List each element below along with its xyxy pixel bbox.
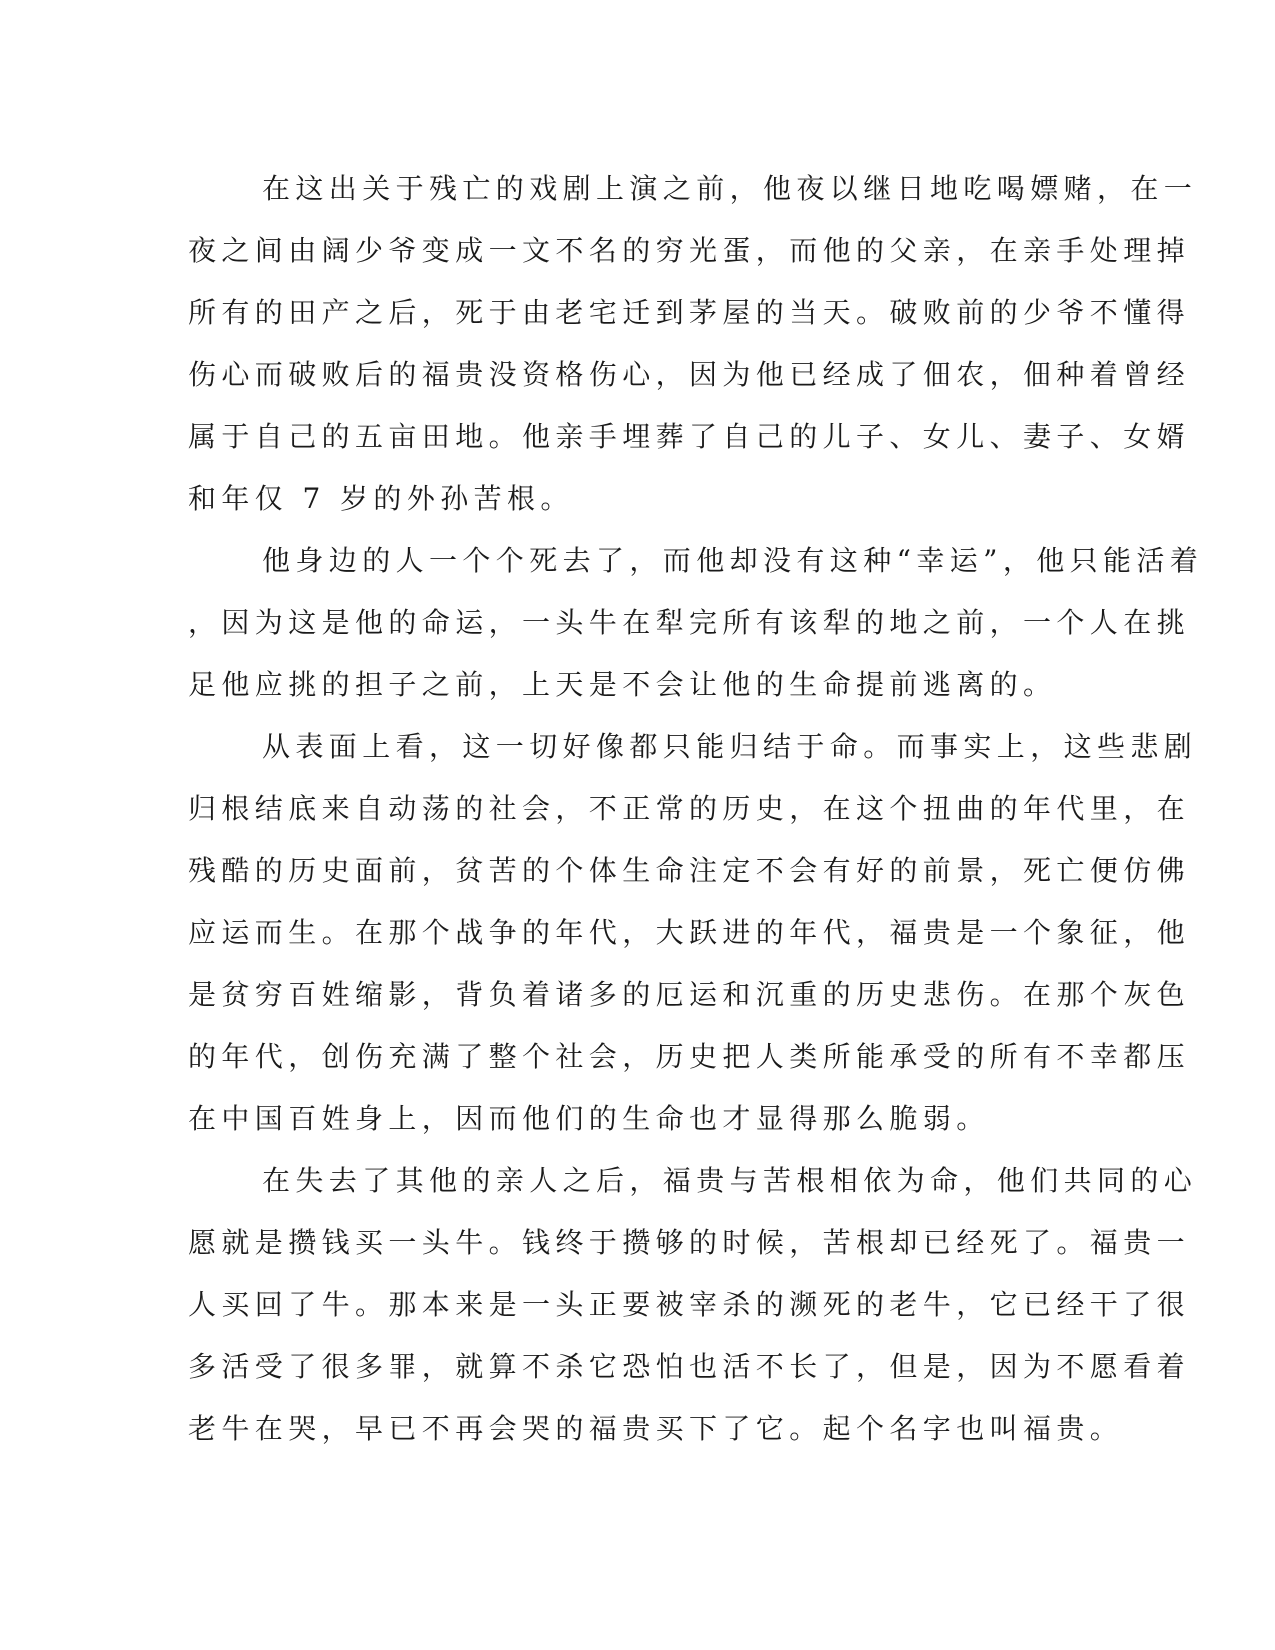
text-line: 夜之间由阔少爷变成一文不名的穷光蛋，而他的父亲，在亲手处理掉 xyxy=(188,234,1191,267)
text-line: 人买回了牛。那本来是一头正要被宰杀的濒死的老牛，它已经干了很 xyxy=(188,1288,1191,1321)
text-line: 老牛在哭，早已不再会哭的福贵买下了它。起个名字也叫福贵。 xyxy=(188,1412,1124,1445)
text-line: 归根结底来自动荡的社会，不正常的历史，在这个扭曲的年代里，在 xyxy=(188,792,1191,825)
text-line: 他身边的人一个个死去了，而他却没有这种“幸运”，他只能活着 xyxy=(262,544,1204,577)
text-line: 属于自己的五亩田地。他亲手埋葬了自己的儿子、女儿、妻子、女婿 xyxy=(188,420,1191,453)
text-line: 伤心而破败后的福贵没资格伤心，因为他已经成了佃农，佃种着曾经 xyxy=(188,358,1191,391)
text-line: 和年仅 7 岁的外孙苦根。 xyxy=(188,482,574,515)
text-line: 的年代，创伤充满了整个社会，历史把人类所能承受的所有不幸都压 xyxy=(188,1040,1191,1073)
text-line: 残酷的历史面前，贫苦的个体生命注定不会有好的前景，死亡便仿佛 xyxy=(188,854,1191,887)
text-line: 愿就是攒钱买一头牛。钱终于攒够的时候，苦根却已经死了。福贵一 xyxy=(188,1226,1191,1259)
text-line: 是贫穷百姓缩影，背负着诸多的厄运和沉重的历史悲伤。在那个灰色 xyxy=(188,978,1191,1011)
text-line: 在中国百姓身上，因而他们的生命也才显得那么脆弱。 xyxy=(188,1102,990,1135)
text-line: ，因为这是他的命运，一头牛在犁完所有该犁的地之前，一个人在挑 xyxy=(188,606,1191,639)
text-line: 所有的田产之后，死于由老宅迁到茅屋的当天。破败前的少爷不懂得 xyxy=(188,296,1191,329)
text-line: 足他应挑的担子之前，上天是不会让他的生命提前逃离的。 xyxy=(188,668,1057,701)
text-line: 应运而生。在那个战争的年代，大跃进的年代，福贵是一个象征，他 xyxy=(188,916,1191,949)
document-body xyxy=(188,158,1204,1460)
text-line: 在这出关于残亡的戏剧上演之前，他夜以继日地吃喝嫖赌，在一 xyxy=(262,172,1198,205)
text-line: 多活受了很多罪，就算不杀它恐怕也活不长了，但是，因为不愿看着 xyxy=(188,1350,1191,1383)
text-line: 在失去了其他的亲人之后，福贵与苦根相依为命，他们共同的心 xyxy=(262,1164,1198,1197)
text-line: 从表面上看，这一切好像都只能归结于命。而事实上，这些悲剧 xyxy=(262,730,1198,763)
